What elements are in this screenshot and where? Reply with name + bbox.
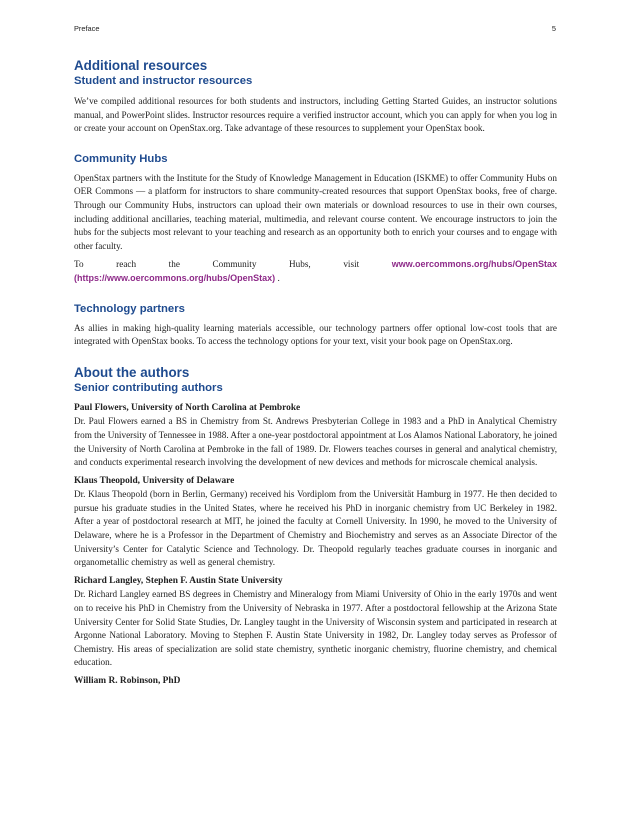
oer-commons-full-link[interactable]: (https://www.oercommons.org/hubs/OpenStax) xyxy=(74,272,276,283)
author-name-langley: Richard Langley, Stephen F. Austin State University xyxy=(74,575,283,586)
community-hubs-link-line xyxy=(74,272,557,286)
running-head-section: Preface xyxy=(74,24,100,33)
community-hubs-reach-line xyxy=(74,258,557,272)
running-head xyxy=(74,24,556,38)
student-instructor-resources-subheading: Student and instructor resources xyxy=(74,75,253,87)
author-bio-theopold: Dr. Klaus Theopold (born in Berlin, Germany) received his Vordiplom from the Universität Hamburg in 1977. He then decided to pursue his graduate studies in the United States, where he received his PhD in inorganic chemistry from UC Berkeley in 1982. After a year of postdoctoral research at MIT, he joined the faculty at Cornell University. In 1990, he moved to the University of Delaware, where he is a Professor in the Department of Chemistry and Biochemistry and serves as an Associate Director of the University’s Center for Catalytic Science and Technology. Dr. Theopold regularly teaches graduate courses in inorganic and organometallic chemistry as well as general chemistry. xyxy=(74,489,557,568)
page-number: 5 xyxy=(551,24,556,33)
author-bio-langley: Dr. Richard Langley earned BS degrees in Chemistry and Mineralogy from Miami University of Ohio in the early 1970s and went on to receive his PhD in Chemistry from the University of Nebraska in 1977. After a postdoctoral fellowship at the Arizona State University Center for Solid State Studies, Dr. Langley taught in the University of Wisconsin system and participated in research at Argonne National Laboratory. Moving to Stephen F. Austin State University in 1982, Dr. Langley today serves as Professor of Chemistry. His areas of specialization are solid state chemistry, synthetic inorganic chemistry, fluorine chemistry, and chemical education. xyxy=(74,589,557,668)
technology-partners-heading: Technology partners xyxy=(74,302,185,315)
community-hubs-body: OpenStax partners with the Institute for the Study of Knowledge Management in Education (ISKME) to offer Community Hubs on OER Commons — a platform for instructors to share community-created resources that support OpenStax books, free of charge. Through our Community Hubs, instructors can upload their own materials or download resources to use in their own courses, including additional ancillaries, teaching material, multimedia, and relevant course content. We encourage instructors to join the hubs for the subjects most relevant to your teaching and research as an opportunity both to enrich your courses and to engage with other faculty. xyxy=(74,172,557,251)
additional-resources-heading: Additional resources xyxy=(74,58,208,73)
community-hubs-heading: Community Hubs xyxy=(74,152,168,165)
oer-commons-link[interactable]: www.oercommons.org/hubs/OpenStax xyxy=(391,259,557,270)
page-content xyxy=(74,58,557,689)
technology-partners-body: As allies in making high-quality learning materials accessible, our technology partners offer optional low-cost tools that are integrated with OpenStax books. To access the technology options for your text, visit your book page on OpenStax.org. xyxy=(74,322,557,347)
reach-suffix: . xyxy=(277,272,280,283)
reach-prefix: To reach the Community Hubs, visit xyxy=(74,259,360,270)
additional-resources-body: We’ve compiled additional resources for both students and instructors, including Getting Started Guides, an instructor solutions manual, and PowerPoint slides. Instructor resources require a verified instructor account, which you can apply for when you log in or create your account on OpenStax.org. Take advantage of these resources to supplement your OpenStax book. xyxy=(74,96,557,134)
senior-contributing-authors-subheading: Senior contributing authors xyxy=(74,381,223,394)
author-name-robinson: William R. Robinson, PhD xyxy=(74,676,181,686)
author-bio-flowers: Dr. Paul Flowers earned a BS in Chemistry from St. Andrews Presbyterian College in 1983 and a PhD in Analytical Chemistry from the University of Tennessee in 1988. After a one-year postdoctoral appointment at Los Alamos National Laboratory, he joined the University of North Carolina at Pembroke in the fall of 1989. Dr. Flowers teaches courses in general and analytical chemistry, and conducts experimental research involving the development of new devices and methods for microscale chemical analysis. xyxy=(74,416,557,468)
author-name-theopold: Klaus Theopold, University of Delaware xyxy=(74,475,235,486)
about-authors-heading: About the authors xyxy=(74,364,190,380)
author-name-flowers: Paul Flowers, University of North Carolina at Pembroke xyxy=(74,402,301,413)
